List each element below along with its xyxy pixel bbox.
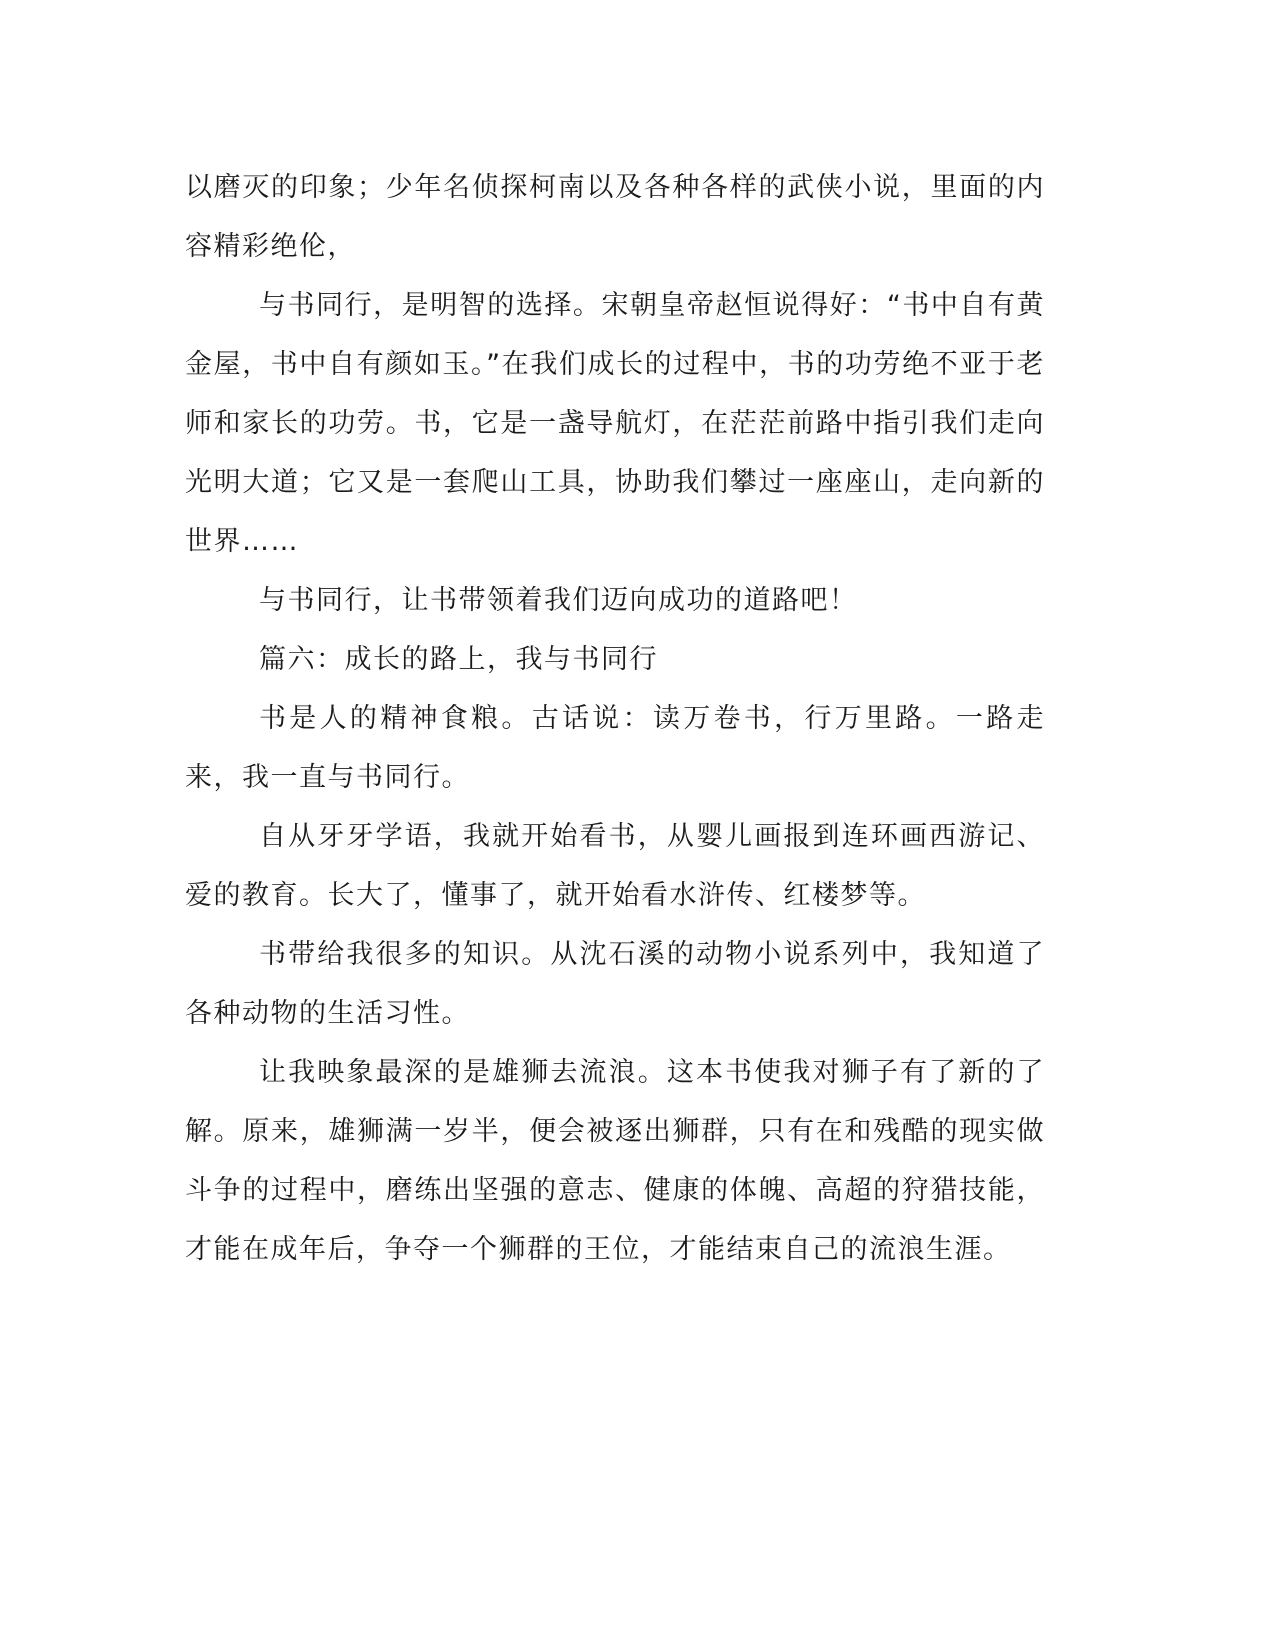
paragraph-8: 让我映象最深的是雄狮去流浪。这本书使我对狮子有了新的了解。原来，雄狮满一岁半，便会被逐出狮群，只有在和残酷的现实做斗争的过程中，磨练出坚强的意志、健康的体魄、高超的狩猎技能，才能在成年后，争夺一个狮群的王位，才能结束自己的流浪生涯。 [185, 1057, 1045, 1265]
body-text [185, 158, 1045, 1279]
section-heading: 篇六：成长的路上，我与书同行 [259, 644, 658, 675]
paragraph-1: 以磨灭的印象；少年名侦探柯南以及各种各样的武侠小说，里面的内容精彩绝伦， [185, 172, 1045, 262]
paragraph-2: 与书同行，是明智的选择。宋朝皇帝赵恒说得好：“书中自有黄金屋，书中自有颜如玉。”在我们成长的过程中，书的功劳绝不亚于老师和家长的功劳。书，它是一盏导航灯，在茫茫前路中指引我们走向光明大道；它又是一套爬山工具，协助我们攀过一座座山，走向新的世界…… [185, 290, 1045, 557]
paragraph-7: 书带给我很多的知识。从沈石溪的动物小说系列中，我知道了各种动物的生活习性。 [185, 939, 1045, 1029]
paragraph-3: 与书同行，让书带领着我们迈向成功的道路吧！ [259, 585, 858, 616]
paragraph-5: 书是人的精神食粮。古话说：读万卷书，行万里路。一路走来，我一直与书同行。 [185, 703, 1045, 793]
paragraph-6: 自从牙牙学语，我就开始看书，从婴儿画报到连环画西游记、爱的教育。长大了，懂事了，就开始看水浒传、红楼梦等。 [185, 821, 1045, 911]
